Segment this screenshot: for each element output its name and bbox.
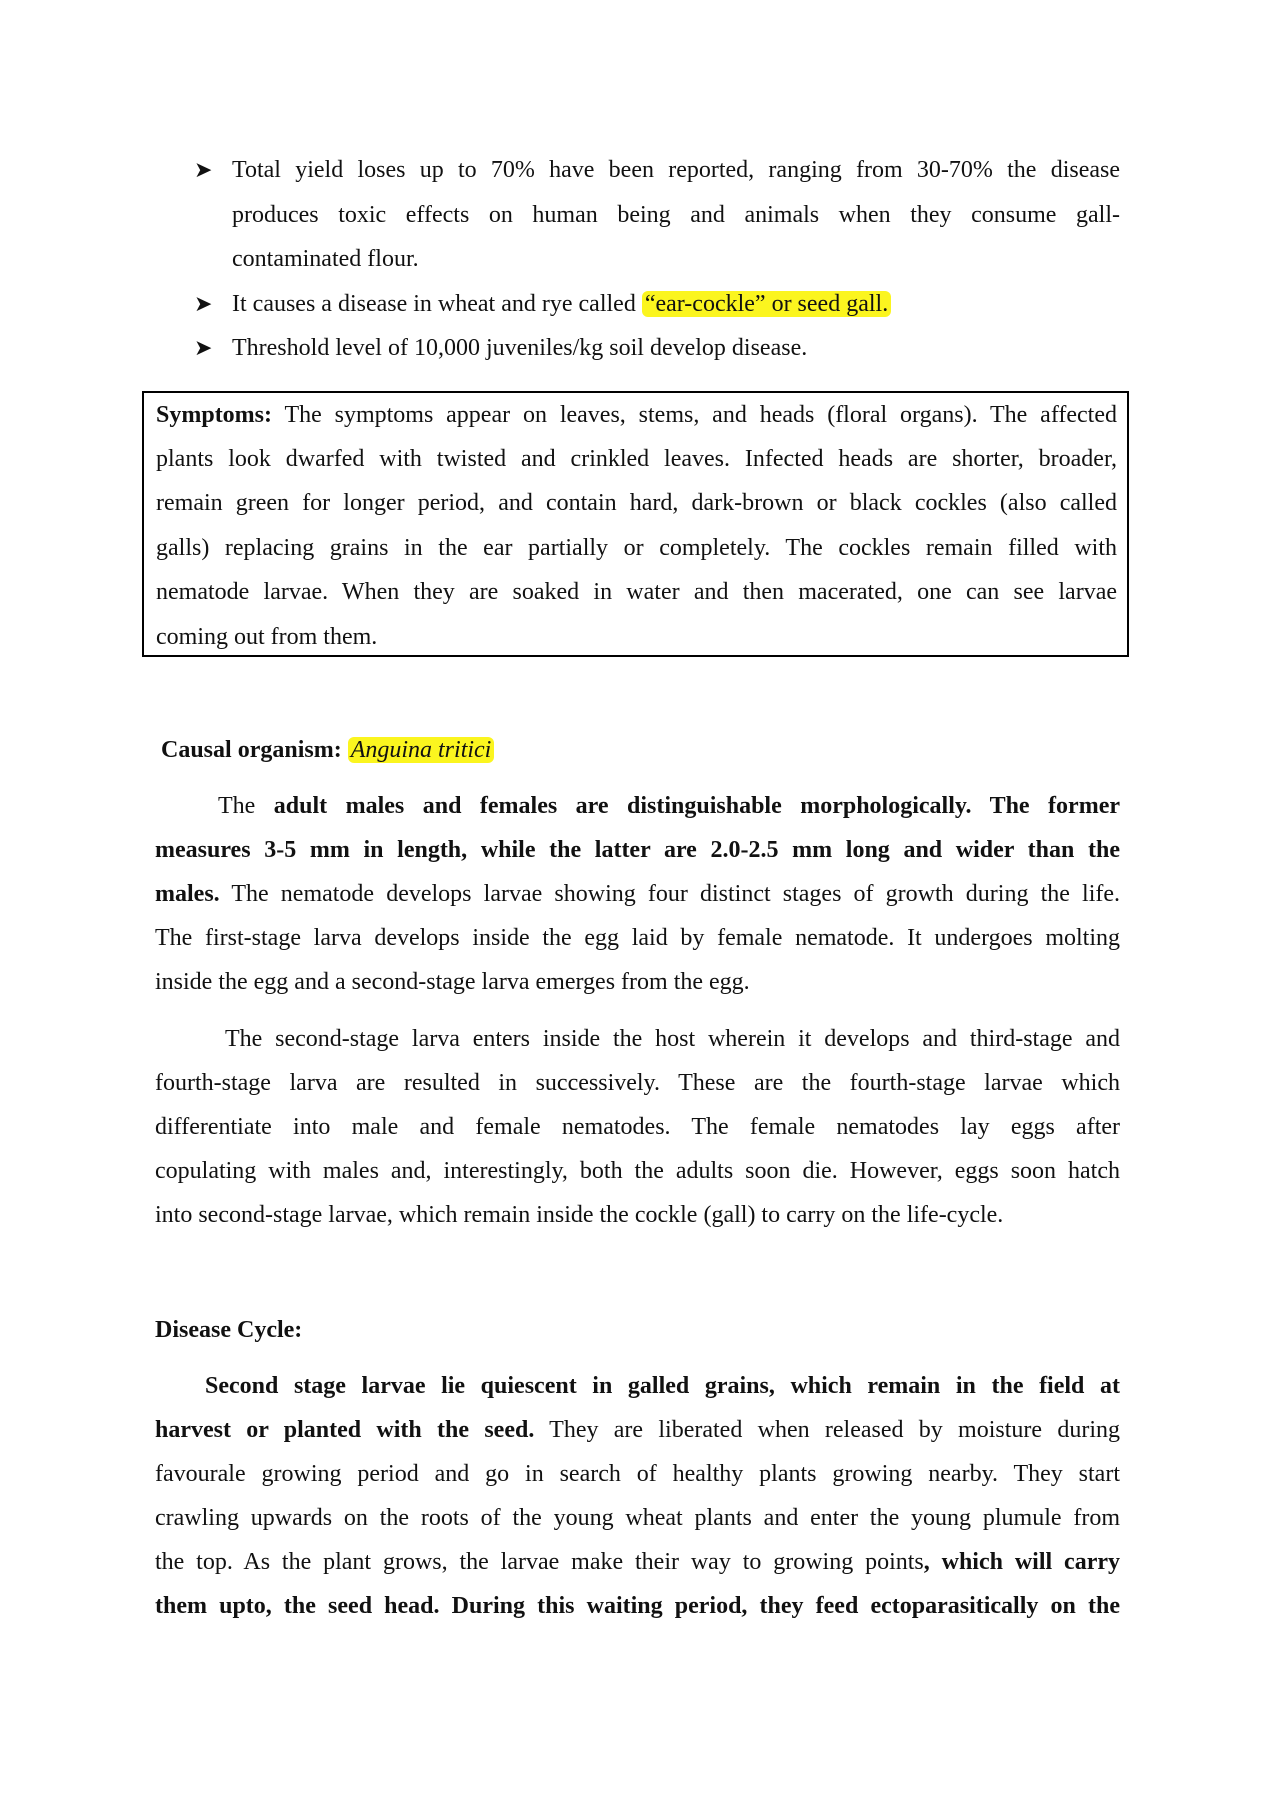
bold-text: them upto, the seed head. During this waiting period, they feed ectoparasitically on the: [155, 1593, 1120, 1619]
dc-line-2: [155, 1408, 1120, 1452]
dc-line-6: [155, 1584, 1120, 1628]
causal-p1-line-3: [155, 872, 1120, 916]
bold-text: harvest or planted with the seed.: [155, 1417, 535, 1443]
symptoms-line-3: remain green for longer period, and contain hard, dark-brown or black cockles (also called: [156, 490, 1117, 516]
symptoms-line-4: galls) replacing grains in the ear partially or completely. The cockles remain filled with: [156, 535, 1117, 561]
symptoms-line-6: coming out from them.: [156, 624, 378, 650]
text: The: [218, 793, 274, 819]
symptoms-line-2: plants look dwarfed with twisted and crinkled leaves. Infected heads are shorter, broader,: [156, 446, 1117, 472]
bullet-1-line-1: Total yield loses up to 70% have been reported, ranging from 30-70% the disease: [232, 157, 1120, 183]
heading-text: Disease Cycle:: [155, 1317, 303, 1343]
text: They are liberated when released by moisture during: [534, 1417, 1120, 1443]
text: the top. As the plant grows, the larvae make their way to growing points: [155, 1549, 924, 1575]
arrowhead-bullet-icon: ➤: [194, 291, 213, 316]
bold-text: adult males and females are distinguishable morphologically. The former: [273, 793, 1120, 819]
bullet-1-line-3: contaminated flour.: [232, 246, 419, 272]
text: The nematode develops larvae showing four distinct stages of growth during the life.: [219, 881, 1120, 907]
dc-line-3: favourale growing period and go in search of healthy plants growing nearby. They start: [155, 1461, 1120, 1487]
dc-line-5: [155, 1540, 1120, 1584]
symptoms-line-5: nematode larvae. When they are soaked in water and then macerated, one can see larvae: [156, 579, 1117, 605]
symptoms-text: The symptoms appear on leaves, stems, and heads (floral organs). The affected: [272, 402, 1117, 428]
organism-name: [348, 737, 495, 763]
causal-p2-line-5: into second-stage larvae, which remain inside the cockle (gall) to carry on the life-cycle.: [155, 1202, 1004, 1228]
arrowhead-bullet-icon: ➤: [194, 157, 213, 182]
symptoms-label: Symptoms:: [156, 402, 273, 428]
bold-text: measures 3-5 mm in length, while the latter are 2.0-2.5 mm long and wider than the: [155, 837, 1120, 863]
bullet-2-text: It causes a disease in wheat and rye called: [232, 291, 642, 317]
dc-line-1: [205, 1364, 1120, 1408]
causal-p2-line-2: fourth-stage larva are resulted in successively. These are the fourth-stage larvae which: [155, 1070, 1120, 1096]
arrowhead-bullet-icon: ➤: [194, 335, 213, 360]
causal-p1-line-5: inside the egg and a second-stage larva emerges from the egg.: [155, 969, 750, 995]
bullet-3: Threshold level of 10,000 juveniles/kg soil develop disease.: [232, 335, 808, 361]
highlighted-ear-cockle: “ear-cockle” or seed gall.: [642, 291, 891, 317]
causal-p1-line-2: [155, 828, 1120, 872]
bold-text: males.: [155, 881, 220, 907]
causal-p2-line-3: differentiate into male and female nematodes. The female nematodes lay eggs after: [155, 1114, 1120, 1140]
symptoms-box: [142, 391, 1129, 657]
symptoms-line-1: [156, 393, 1117, 437]
bullet-1-line-2: produces toxic effects on human being and animals when they consume gall-: [232, 202, 1120, 228]
bold-text: , which will carry: [923, 1549, 1120, 1575]
causal-p2-line-1: The second-stage larva enters inside the host wherein it develops and third-stage and: [225, 1026, 1120, 1052]
causal-p1-line-4: The first-stage larva develops inside the egg laid by female nematode. It undergoes molting: [155, 925, 1120, 951]
causal-organism-heading: [161, 728, 1126, 772]
disease-cycle-heading: [155, 1308, 1120, 1352]
causal-p2-line-4: copulating with males and, interestingly, both the adults soon die. However, eggs soon hatch: [155, 1158, 1120, 1184]
causal-organism-label: Causal organism:: [161, 737, 342, 763]
bold-text: Second stage larvae lie quiescent in galled grains, which remain in the field at: [205, 1373, 1120, 1399]
bullet-2: [232, 282, 1120, 326]
causal-p1-line-1: [218, 784, 1120, 828]
organism-name-text: Anguina tritici: [350, 737, 492, 763]
dc-line-4: crawling upwards on the roots of the young wheat plants and enter the young plumule from: [155, 1505, 1120, 1531]
